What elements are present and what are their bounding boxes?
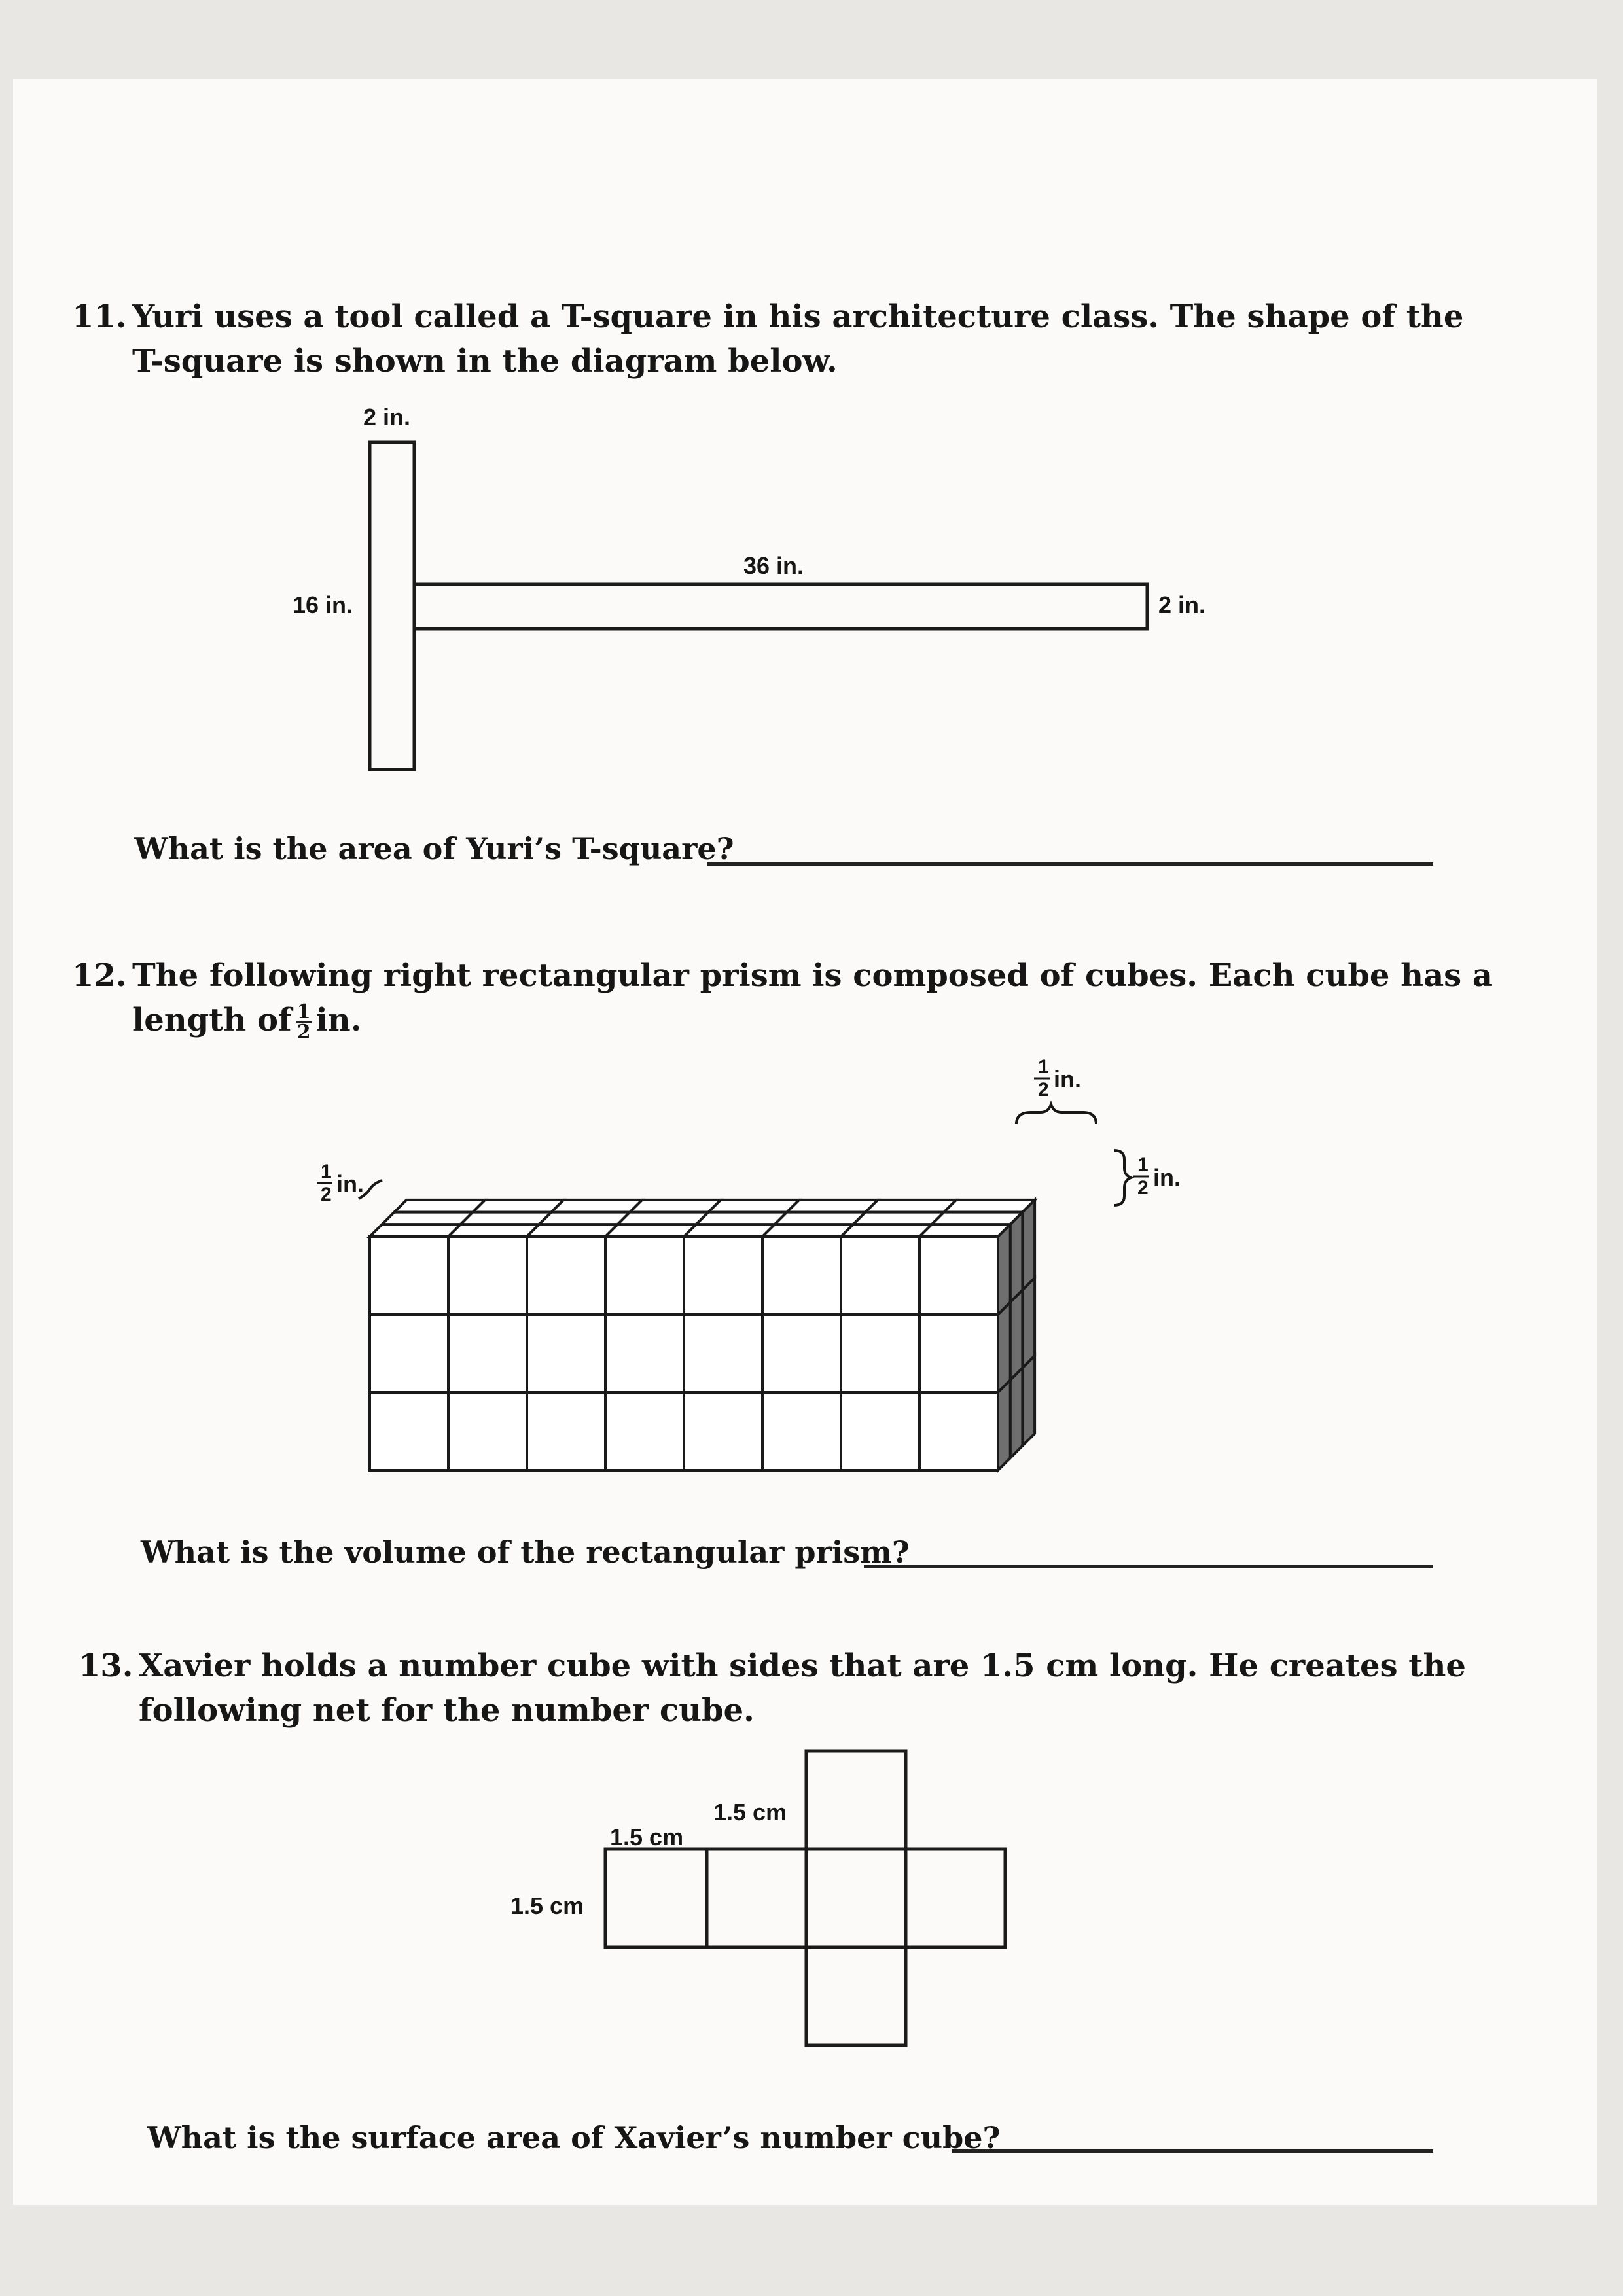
cube-side-face <box>998 1224 1010 1315</box>
cube-top-face <box>461 1212 552 1225</box>
cube-front-face <box>370 1392 448 1470</box>
cube-front-face <box>841 1315 919 1392</box>
cube-top-face <box>684 1224 775 1237</box>
question-11-text <box>72 294 1463 383</box>
cube-top-face <box>370 1224 461 1237</box>
cube-front-face <box>762 1315 841 1392</box>
cube-front-face <box>919 1315 998 1392</box>
label-top-denominator: 2 <box>1038 1079 1049 1101</box>
question-line-2: T-square is shown in the diagram below. <box>132 343 838 380</box>
cube-side-face <box>1010 1368 1023 1458</box>
cube-top-face <box>932 1212 1023 1225</box>
cube-top-face <box>787 1200 878 1212</box>
rectangular-prism-diagram <box>0 1047 1623 1505</box>
label-middle-face: 1.5 cm <box>610 1824 684 1850</box>
cube-top-face <box>473 1200 563 1212</box>
question-number: 12. <box>72 957 127 994</box>
question-line-1: Yuri uses a tool called a T-square in his architecture class. The shape of the <box>132 298 1464 335</box>
frac-denominator: 2 <box>296 1021 311 1044</box>
cube-front-face <box>448 1315 527 1392</box>
cube-top-face <box>865 1200 956 1212</box>
cube-top-face <box>382 1212 473 1225</box>
cube-front-face <box>684 1392 762 1470</box>
label-horizontal-width: 2 in. <box>1158 592 1206 618</box>
label-left-denominator: 2 <box>321 1184 332 1205</box>
length-text: length of <box>132 1002 292 1038</box>
cube-front-face <box>448 1392 527 1470</box>
label-left-unit: in. <box>336 1171 364 1197</box>
label-horizontal-length: 36 in. <box>743 552 804 579</box>
net-face-left <box>605 1849 707 1947</box>
cube-top-face <box>696 1212 787 1225</box>
cube-top-face <box>775 1212 866 1225</box>
question-line-1: Xavier holds a number cube with sides that are 1.5 cm long. He creates the <box>139 1648 1466 1684</box>
cube-front-face <box>370 1237 448 1315</box>
label-right-denominator: 2 <box>1137 1177 1149 1199</box>
label-top-unit: in. <box>1054 1066 1081 1093</box>
net-face-center <box>806 1849 906 1947</box>
cube-front-face <box>605 1237 684 1315</box>
cube-front-face <box>762 1237 841 1315</box>
cube-side-face <box>1022 1200 1035 1290</box>
cube-top-face <box>551 1200 642 1212</box>
length-unit: in. <box>315 1002 362 1038</box>
label-vertical-length: 16 in. <box>293 592 353 618</box>
cube-side-face <box>998 1302 1010 1392</box>
cube-front-face <box>527 1392 605 1470</box>
net-face-middle <box>707 1849 806 1947</box>
cube-front-face <box>370 1315 448 1392</box>
cube-top-face <box>448 1224 539 1237</box>
label-top-face: 1.5 cm <box>713 1799 787 1826</box>
cube-top-face <box>630 1200 721 1212</box>
cube-front-face <box>527 1237 605 1315</box>
cube-front-face <box>684 1237 762 1315</box>
cube-top-face <box>762 1224 853 1237</box>
cube-front-face <box>605 1315 684 1392</box>
cube-top-face <box>919 1224 1010 1237</box>
cube-front-face <box>762 1392 841 1470</box>
cube-side-face <box>1010 1212 1023 1303</box>
question-11-prompt: What is the area of Yuri’s T-square? <box>134 831 734 866</box>
label-top-numerator: 1 <box>1038 1056 1049 1078</box>
question-12-text <box>72 953 1493 1042</box>
question-13-prompt: What is the surface area of Xavier’s number cube? <box>147 2120 1001 2155</box>
cube-front-face <box>841 1237 919 1315</box>
label-right-unit: in. <box>1153 1164 1181 1191</box>
cube-side-face <box>998 1380 1010 1470</box>
cube-front-face <box>919 1392 998 1470</box>
cube-side-face <box>1022 1278 1035 1368</box>
cube-top-face <box>527 1224 618 1237</box>
cube-top-face <box>605 1224 696 1237</box>
cube-top-face <box>394 1200 485 1212</box>
cube-front-face <box>684 1315 762 1392</box>
cube-front-face <box>527 1315 605 1392</box>
label-left-face: 1.5 cm <box>510 1892 584 1919</box>
cube-side-face <box>1022 1356 1035 1446</box>
cube-front-face <box>448 1237 527 1315</box>
question-number: 11. <box>72 298 127 335</box>
question-13-answer-line[interactable] <box>952 2149 1433 2153</box>
cube-top-face <box>539 1212 630 1225</box>
question-number: 13. <box>79 1648 134 1684</box>
label-left-numerator: 1 <box>321 1161 332 1182</box>
cube-front-face <box>841 1392 919 1470</box>
question-line-1: The following right rectangular prism is composed of cubes. Each cube has a <box>132 957 1493 994</box>
net-face-top <box>806 1751 906 1849</box>
right-brace <box>1114 1150 1131 1205</box>
cube-top-face <box>841 1224 932 1237</box>
frac-numerator: 1 <box>296 1000 311 1023</box>
question-12-prompt: What is the volume of the rectangular prism? <box>141 1534 910 1570</box>
question-11-answer-line[interactable] <box>707 862 1433 866</box>
cube-front-face <box>919 1237 998 1315</box>
cube-front-face <box>605 1392 684 1470</box>
fraction-one-half <box>296 1000 312 1044</box>
question-12-answer-line[interactable] <box>864 1565 1433 1568</box>
t-square-vertical-bar <box>370 442 414 769</box>
cube-top-face <box>708 1200 799 1212</box>
question-line-2 <box>72 998 1493 1042</box>
cube-net-diagram <box>0 1740 1623 2081</box>
question-13-text <box>79 1644 1466 1733</box>
question-line-2: following net for the number cube. <box>139 1692 755 1729</box>
cube-top-face <box>853 1212 944 1225</box>
net-face-bottom <box>806 1947 906 2045</box>
cube-top-face <box>618 1212 709 1225</box>
prism-cubes <box>370 1200 1035 1470</box>
t-square-diagram <box>0 393 1623 798</box>
cube-side-face <box>1010 1290 1023 1381</box>
label-top-width: 2 in. <box>363 404 411 431</box>
t-square-horizontal-bar <box>414 584 1147 629</box>
net-face-right <box>906 1849 1005 1947</box>
cube-top-face <box>944 1200 1035 1212</box>
label-right-numerator: 1 <box>1137 1154 1149 1176</box>
top-brace <box>1016 1104 1096 1124</box>
